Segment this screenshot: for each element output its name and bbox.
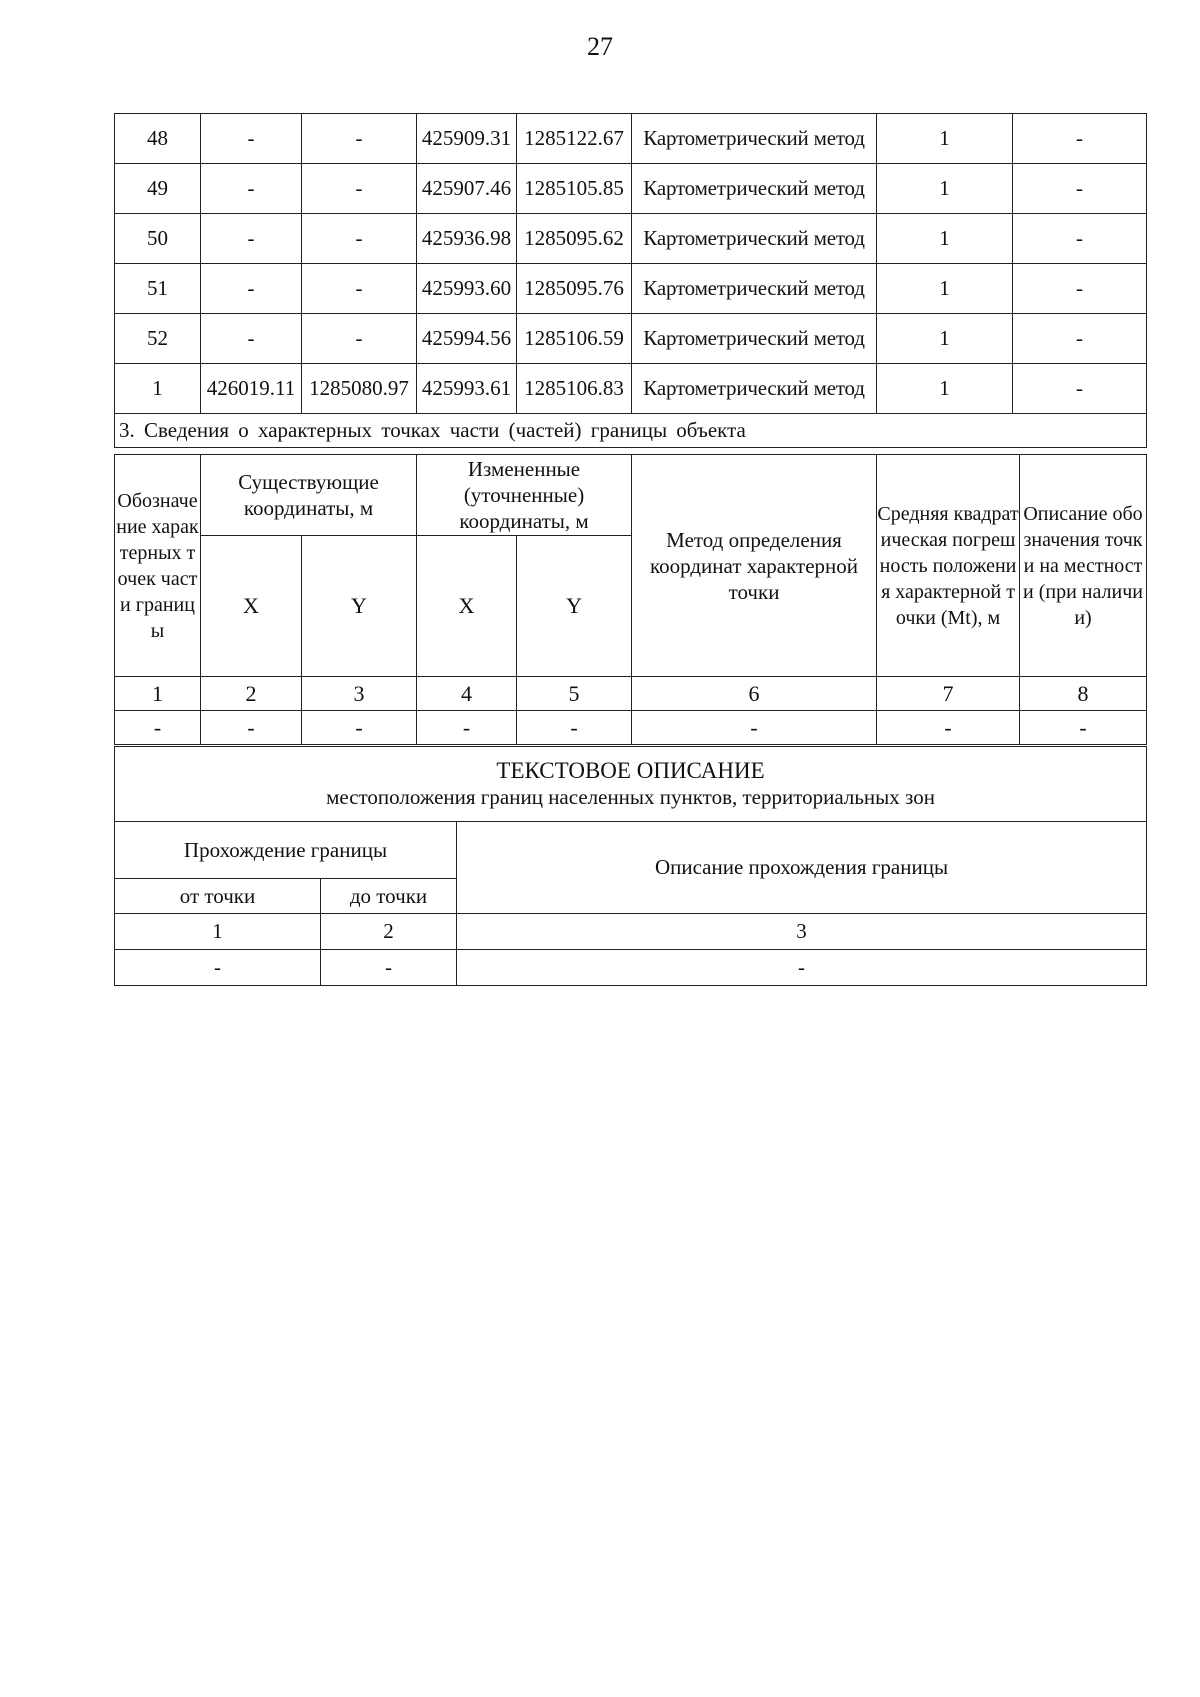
y-changed-header: Y	[517, 536, 632, 677]
x-existing-cell: 426019.11	[201, 364, 302, 414]
y-existing-cell: -	[302, 314, 417, 364]
text-description-heading: ТЕКСТОВОЕ ОПИСАНИЕ	[496, 758, 765, 783]
empty-cell: -	[201, 711, 302, 745]
column-number: 3	[457, 914, 1147, 950]
designation-header: Обозначение характерных точек части границы	[115, 455, 201, 677]
y-existing-header: Y	[302, 536, 417, 677]
table-row	[115, 214, 1147, 264]
passage-description-header: Описание прохождения границы	[457, 822, 1147, 914]
x-changed-header: X	[417, 536, 517, 677]
point-cell: 48	[115, 114, 201, 164]
error-cell: 1	[877, 264, 1013, 314]
points-table	[114, 113, 1147, 448]
y-existing-cell: -	[302, 164, 417, 214]
x-existing-cell: -	[201, 264, 302, 314]
table-row	[115, 264, 1147, 314]
x-existing-cell: -	[201, 164, 302, 214]
empty-cell: -	[457, 950, 1147, 986]
y-existing-cell: 1285080.97	[302, 364, 417, 414]
method-cell: Картометрический метод	[632, 264, 877, 314]
table-row	[115, 711, 1147, 745]
text-description-table	[114, 746, 1147, 986]
column-number: 6	[632, 677, 877, 711]
error-cell: 1	[877, 164, 1013, 214]
y-changed-cell: 1285095.76	[517, 264, 632, 314]
point-cell: 52	[115, 314, 201, 364]
x-changed-cell: 425994.56	[417, 314, 517, 364]
description-cell: -	[1013, 214, 1147, 264]
table-row	[115, 314, 1147, 364]
method-header: Метод определения координат характерной точки	[632, 455, 877, 677]
x-changed-cell: 425993.60	[417, 264, 517, 314]
point-cell: 51	[115, 264, 201, 314]
x-existing-header: X	[201, 536, 302, 677]
empty-cell: -	[321, 950, 457, 986]
column-number: 2	[321, 914, 457, 950]
y-changed-cell: 1285105.85	[517, 164, 632, 214]
column-number: 1	[115, 914, 321, 950]
empty-cell: -	[632, 711, 877, 745]
empty-cell: -	[115, 950, 321, 986]
column-numbers-row	[115, 914, 1147, 950]
y-existing-cell: -	[302, 264, 417, 314]
column-number: 5	[517, 677, 632, 711]
column-number: 3	[302, 677, 417, 711]
point-cell: 50	[115, 214, 201, 264]
description-cell: -	[1013, 264, 1147, 314]
empty-cell: -	[302, 711, 417, 745]
x-changed-cell: 425993.61	[417, 364, 517, 414]
description-cell: -	[1013, 314, 1147, 364]
changed-coords-header: Измененные (уточненные) координаты, м	[417, 455, 632, 536]
column-number: 2	[201, 677, 302, 711]
error-cell: 1	[877, 364, 1013, 414]
error-cell: 1	[877, 214, 1013, 264]
description-cell: -	[1013, 114, 1147, 164]
error-cell: 1	[877, 114, 1013, 164]
text-description-subheading: местоположения границ населенных пунктов, территориальных зон	[326, 785, 935, 809]
x-existing-cell: -	[201, 314, 302, 364]
column-number: 4	[417, 677, 517, 711]
y-existing-cell: -	[302, 214, 417, 264]
y-changed-cell: 1285106.83	[517, 364, 632, 414]
existing-coords-header: Существующие координаты, м	[201, 455, 417, 536]
table-row	[115, 164, 1147, 214]
point-cell: 1	[115, 364, 201, 414]
method-cell: Картометрический метод	[632, 314, 877, 364]
section-3-title: 3. Сведения о характерных точках части (частей) границы объекта	[115, 414, 1147, 448]
passage-header: Прохождение границы	[115, 822, 457, 879]
from-point-header: от точки	[115, 879, 321, 914]
empty-cell: -	[115, 711, 201, 745]
table-row	[115, 950, 1147, 986]
column-number: 1	[115, 677, 201, 711]
point-description-header: Описание обозначения точки на местности (при наличии)	[1020, 455, 1147, 677]
text-description-title	[115, 747, 1147, 822]
table-row	[115, 114, 1147, 164]
y-changed-cell: 1285122.67	[517, 114, 632, 164]
x-changed-cell: 425907.46	[417, 164, 517, 214]
empty-cell: -	[1020, 711, 1147, 745]
column-number: 8	[1020, 677, 1147, 711]
error-header: Средняя квадратическая погрешность положения характерной точки (Mt), м	[877, 455, 1020, 677]
column-numbers-row	[115, 677, 1147, 711]
x-changed-cell: 425909.31	[417, 114, 517, 164]
description-cell: -	[1013, 164, 1147, 214]
description-cell: -	[1013, 364, 1147, 414]
empty-cell: -	[877, 711, 1020, 745]
y-changed-cell: 1285095.62	[517, 214, 632, 264]
column-number: 7	[877, 677, 1020, 711]
method-cell: Картометрический метод	[632, 214, 877, 264]
empty-cell: -	[517, 711, 632, 745]
y-changed-cell: 1285106.59	[517, 314, 632, 364]
x-existing-cell: -	[201, 214, 302, 264]
table-row	[115, 364, 1147, 414]
method-cell: Картометрический метод	[632, 164, 877, 214]
method-cell: Картометрический метод	[632, 114, 877, 164]
empty-cell: -	[417, 711, 517, 745]
method-cell: Картометрический метод	[632, 364, 877, 414]
to-point-header: до точки	[321, 879, 457, 914]
y-existing-cell: -	[302, 114, 417, 164]
page-number: 27	[587, 32, 613, 61]
error-cell: 1	[877, 314, 1013, 364]
point-cell: 49	[115, 164, 201, 214]
parts-table	[114, 454, 1147, 745]
x-existing-cell: -	[201, 114, 302, 164]
x-changed-cell: 425936.98	[417, 214, 517, 264]
